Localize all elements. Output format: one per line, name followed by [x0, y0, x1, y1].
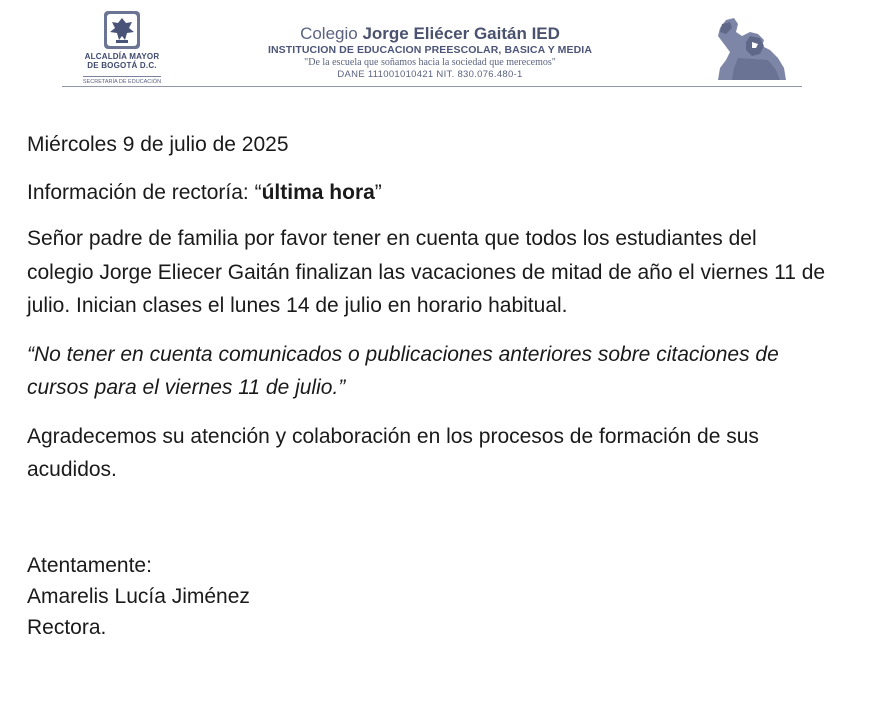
closing: Atentamente:: [27, 553, 152, 577]
school-name-prefix: Colegio: [300, 24, 363, 43]
crest-line-2: DE BOGOTÁ D.C.: [87, 61, 157, 70]
crest-line-3: SECRETARÍA DE EDUCACIÓN: [83, 76, 161, 86]
signer-name: Amarelis Lucía Jiménez: [27, 584, 250, 608]
rectory-info-line: [27, 176, 827, 210]
quoted-notice: “No tener en cuenta comunicados o publicaciones anteriores sobre citaciones de cursos para el viernes 11 de julio.”: [27, 342, 779, 399]
info-suffix: ”: [374, 180, 382, 204]
bogota-coat-of-arms-icon: [94, 10, 150, 52]
letter-body: [27, 128, 827, 643]
school-institution: INSTITUCION DE EDUCACION PREESCOLAR, BASICA Y MEDIA: [267, 44, 593, 56]
school-name-bold: Jorge Eliécer Gaitán IED: [362, 24, 560, 43]
school-dane-nit: DANE 111001010421 NIT. 830.076.480-1: [337, 69, 523, 80]
school-name: [230, 24, 630, 44]
thanks-paragraph: Agradecemos su atención y colaboración en los procesos de formación de sus acudidos.: [27, 424, 759, 481]
info-highlight: última hora: [261, 180, 375, 204]
letter-date: Miércoles 9 de julio de 2025: [27, 133, 289, 156]
letterhead-divider: [62, 86, 802, 87]
letterhead: [62, 10, 802, 88]
signer-role: Rectora.: [27, 615, 107, 639]
school-motto: "De la escuela que soñamos hacia la sociedad que merecemos": [304, 57, 556, 68]
crest-line-1: ALCALDÍA MAYOR: [84, 52, 160, 61]
info-prefix: Información de rectoría: “: [27, 180, 262, 204]
school-info: [230, 24, 630, 81]
main-notice: Señor padre de familia por favor tener en cuenta que todos los estudiantes del colegio Jorge Eliecer Gaitán finalizan las vacaciones de mitad de año el viernes 11 de julio. Inician clases el lunes 14 de julio en horario habitual.: [27, 227, 826, 317]
bogota-crest: [72, 10, 172, 88]
gaitan-portrait-icon: [708, 14, 790, 82]
